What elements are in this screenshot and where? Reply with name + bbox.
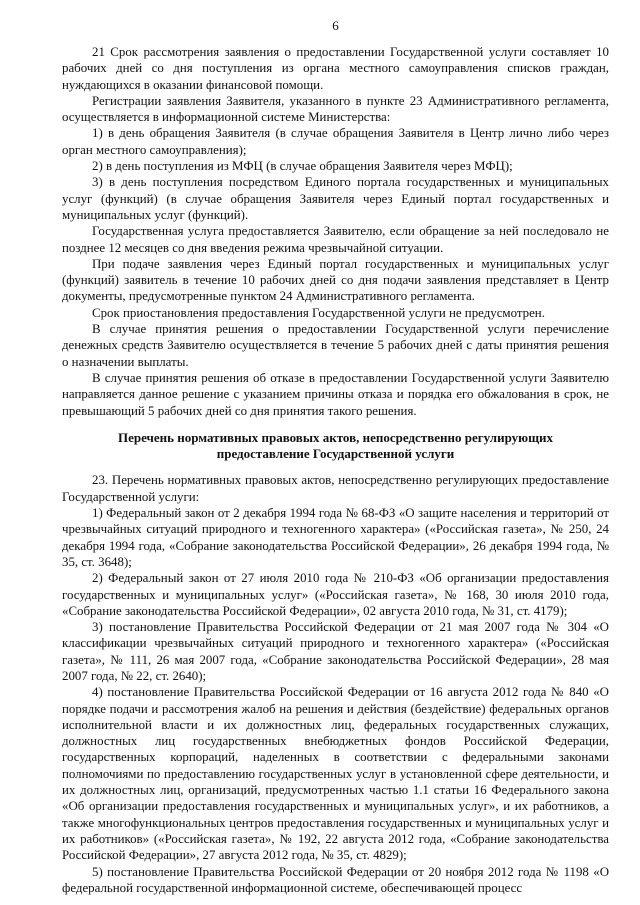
paragraph-application-review-term: 21 Срок рассмотрения заявления о предоставлении Государственной услуги составляет 10 рабочих дней со дня поступления из органа местного самоуправления списков граждан, нуждающихся в оказании финансовой помощи. — [62, 45, 609, 92]
paragraph-legal-act-5: 5) постановление Правительства Российской Федерации от 20 ноября 2012 года № 1198 «О федеральной государственной информационной системе, обеспечивающей процесс — [62, 864, 609, 895]
paragraph-legal-act-3: 3) постановление Правительства Российской Федерации от 21 мая 2007 года № 304 «О классификации чрезвычайных ситуаций природного и техногенного характера» («Российская газета», № 111, 26 мая 2007 года, «Собрание законодательства Российской Федерации», 28 мая 2007 года, № 22, ст. 2640); — [62, 620, 609, 683]
paragraph-legal-acts-intro: 23. Перечень нормативных правовых актов, непосредственно регулирующих предоставление Государственной услуги: — [62, 473, 609, 504]
section-heading — [62, 430, 609, 463]
paragraph-suspension: Срок приостановления предоставления Государственной услуги не предусмотрен. — [92, 305, 545, 320]
section-heading-line-2: предоставление Государственной услуги — [216, 446, 455, 462]
paragraph-service-deadline: Государственная услуга предоставляется Заявителю, если обращение за ней последовало не позднее 12 месяцев со дня введения режима чрезвычайной ситуации. — [62, 224, 609, 255]
body-text-bottom — [62, 472, 609, 896]
paragraph-portal-submission: При подаче заявления через Единый портал государственных и муниципальных услуг (функций) заявитель в течение 10 рабочих дней со дня подачи заявления представляет в Центр документы, предусмотренные пунктом 24 Административного регламента. — [62, 256, 609, 304]
paragraph-legal-act-4: 4) постановление Правительства Российской Федерации от 16 августа 2012 года № 840 «О порядке подачи и рассмотрения жалоб на решения и действия (бездействие) федеральных органов исполнительной власти и их должностных лиц, федеральных государственных служащих, должностных лиц государственных внебюджетных фондов Российской Федерации, государственных корпораций, наделенных в соответствии с федеральными законами полномочиями по предоставлению государственных услуг в установленной сфере деятельности, и их должностных лиц, организаций, предусмотренных частью 1.1 статьи 16 Федерального закона «Об организации предоставления государственных и муниципальных услуг», и их работников, а также многофункциональных центров предоставления государственных и муниципальных услуг и их работников» («Российская газета», № 192, 22 августа 2012 года, «Собрание законодательства Российской Федерации», 27 августа 2012 года, № 35, ст. 4829); — [62, 685, 609, 863]
paragraph-registration-item-3: 3) в день поступления посредством Единого портала государственных и муниципальных услуг (функций) (в случае обращения Заявителя через Единый портал государственных и муниципальных услуг (функций). — [62, 175, 609, 222]
page-number: 6 — [332, 18, 339, 33]
paragraph-legal-act-1: 1) Федеральный закон от 2 декабря 1994 года № 68-ФЗ «О защите населения и территорий от чрезвычайных ситуаций природного и техногенного характера» («Российская газета», № 250, 24 декабря 1994 года, «Собрание законодательства Российской Федерации», 26 декабря 1994 года, № 35, ст. 3648); — [62, 506, 609, 569]
paragraph-registration-item-2: 2) в день поступления из МФЦ (в случае обращения Заявителя через МФЦ); — [92, 159, 513, 174]
section-heading-line-1: Перечень нормативных правовых актов, непосредственно регулирующих — [117, 429, 554, 445]
paragraph-legal-act-2: 2) Федеральный закон от 27 июля 2010 года № 210-ФЗ «Об организации предоставления государственных и муниципальных услуг» («Российская газета», № 168, 30 июля 2010 года, «Собрание законодательства Российской Федерации», 02 августа 2010 года, № 31, ст. 4179); — [62, 571, 609, 618]
body-text-top — [62, 44, 609, 419]
paragraph-payment: В случае принятия решения о предоставлении Государственной услуги перечисление денежных средств Заявителю осуществляется в течение 5 рабочих дней с даты принятия решения о назначении выплаты. — [62, 322, 609, 369]
paragraph-registration: Регистрации заявления Заявителя, указанного в пункте 23 Административного регламента, осуществляется в информационной системе Министерства: — [62, 93, 609, 125]
paragraph-registration-item-1: 1) в день обращения Заявителя (в случае обращения Заявителя в Центр лично либо через орган местного самоуправления); — [62, 126, 609, 157]
paragraph-refusal: В случае принятия решения об отказе в предоставлении Государственной услуги Заявителю направляется данное решение с указанием причины отказа и порядка его обжалования в срок, не превышающий 5 рабочих дней со дня принятия такого решения. — [62, 370, 609, 418]
